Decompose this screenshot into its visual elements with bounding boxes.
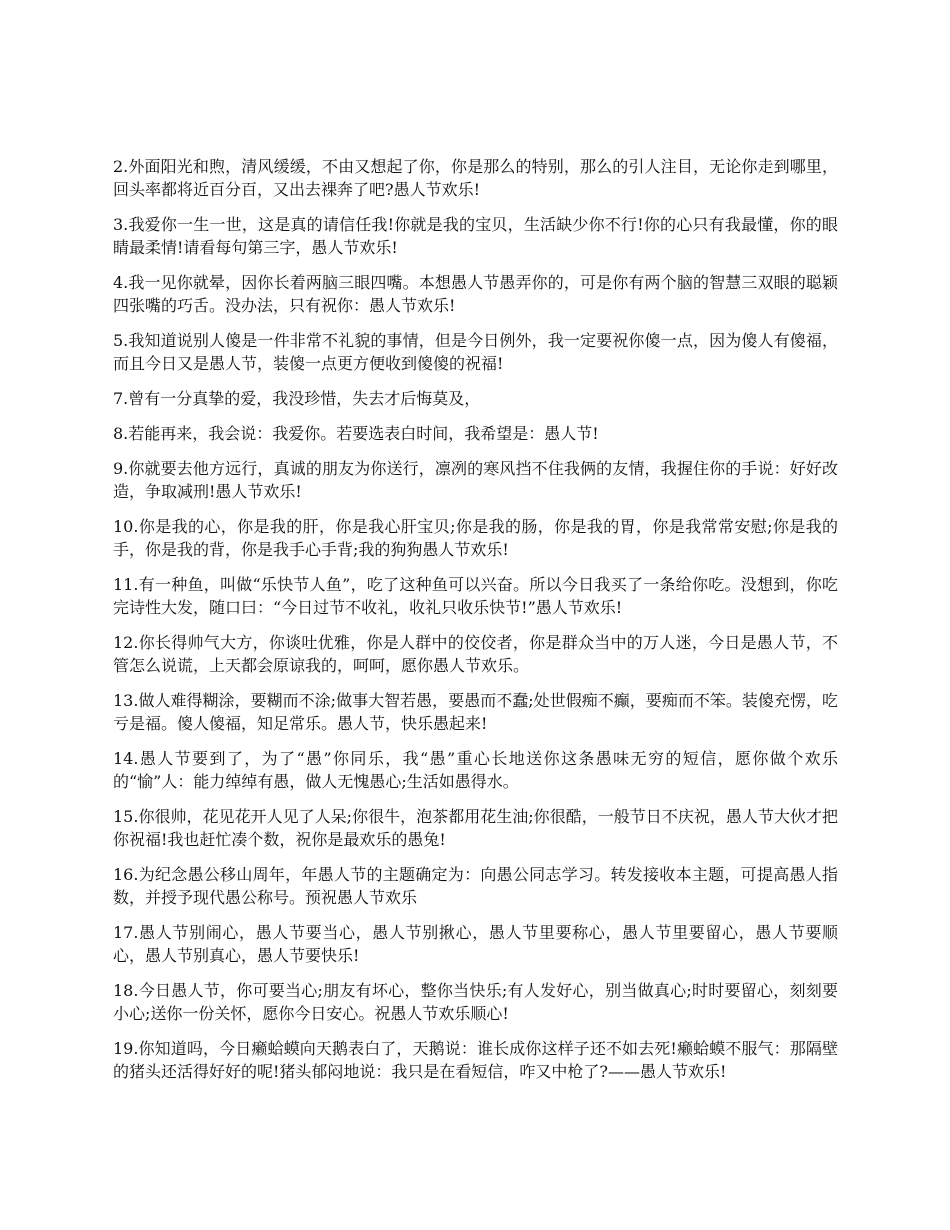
paragraph-19: 19.你知道吗，今日癞蛤蟆向天鹅表白了，天鹅说：谁长成你这样子还不如去死!癞蛤蟆不服气：那隔壁的猪头还活得好好的呢!猪头郁闷地说：我只是在看短信，咋又中枪了?——愚人节欢乐! xyxy=(113,1039,838,1081)
paragraph-7: 7.曾有一分真挚的爱，我没珍惜，失去才后悔莫及， xyxy=(113,389,481,408)
paragraph-14: 14.愚人节要到了，为了“愚”你同乐，我“愚”重心长地送你这条愚味无穷的短信，愿你做个欢乐的“愉”人：能力绰绰有愚，做人无愧愚心;生活如愚得水。 xyxy=(113,749,838,791)
paragraph-11: 11.有一种鱼，叫做“乐快节人鱼”，吃了这种鱼可以兴奋。所以今日我买了一条给你吃。没想到，你吃完诗性大发，随口曰：“今日过节不收礼，收礼只收乐快节!”愚人节欢乐! xyxy=(113,575,838,617)
paragraph-12: 12.你长得帅气大方，你谈吐优雅，你是人群中的佼佼者，你是群众当中的万人迷，今日是愚人节，不管怎么说谎，上天都会原谅我的，呵呵，愿你愚人节欢乐。 xyxy=(113,633,838,675)
paragraph-2: 2.外面阳光和煦，清风缓缓，不由又想起了你，你是那么的特别，那么的引人注目，无论你走到哪里，回头率都将近百分百，又出去裸奔了吧?愚人节欢乐! xyxy=(113,157,838,199)
document-body xyxy=(113,155,838,1095)
paragraph-4: 4.我一见你就晕，因你长着两脑三眼四嘴。本想愚人节愚弄你的，可是你有两个脑的智慧三双眼的聪颖四张嘴的巧舌。没办法，只有祝你：愚人节欢乐! xyxy=(113,273,838,315)
paragraph-13: 13.做人难得糊涂，要糊而不涂;做事大智若愚，要愚而不蠢;处世假痴不癫，要痴而不笨。装傻充愣，吃亏是福。傻人傻福，知足常乐。愚人节，快乐愚起来! xyxy=(113,691,838,733)
paragraph-8: 8.若能再来，我会说：我爱你。若要选表白时间，我希望是：愚人节! xyxy=(113,424,599,443)
paragraph-5: 5.我知道说别人傻是一件非常不礼貌的事情，但是今日例外，我一定要祝你傻一点，因为傻人有傻福，而且今日又是愚人节，装傻一点更方便收到傻傻的祝福! xyxy=(113,331,838,373)
paragraph-3: 3.我爱你一生一世，这是真的请信任我!你就是我的宝贝，生活缺少你不行!你的心只有我最懂，你的眼睛最柔情!请看每句第三字，愚人节欢乐! xyxy=(113,215,838,257)
paragraph-18: 18.今日愚人节，你可要当心;朋友有坏心，整你当快乐;有人发好心，别当做真心;时时要留心，刻刻要小心;送你一份关怀，愿你今日安心。祝愚人节欢乐顺心! xyxy=(113,981,838,1023)
paragraph-16: 16.为纪念愚公移山周年，年愚人节的主题确定为：向愚公同志学习。转发接收本主题，可提高愚人指数，并授予现代愚公称号。预祝愚人节欢乐 xyxy=(113,865,838,907)
paragraph-9: 9.你就要去他方远行，真诚的朋友为你送行，凛冽的寒风挡不住我俩的友情，我握住你的手说：好好改造，争取减刑!愚人节欢乐! xyxy=(113,459,838,501)
paragraph-17: 17.愚人节别闹心，愚人节要当心，愚人节别揪心，愚人节里要称心，愚人节里要留心，愚人节要顺心，愚人节别真心，愚人节要快乐! xyxy=(113,923,838,965)
paragraph-10: 10.你是我的心，你是我的肝，你是我心肝宝贝;你是我的肠，你是我的胃，你是我常常安慰;你是我的手，你是我的背，你是我手心手背;我的狗狗愚人节欢乐! xyxy=(113,517,838,559)
paragraph-15: 15.你很帅，花见花开人见了人呆;你很牛，泡茶都用花生油;你很酷，一般节日不庆祝，愚人节大伙才把你祝福!我也赶忙凑个数，祝你是最欢乐的愚兔! xyxy=(113,807,838,849)
